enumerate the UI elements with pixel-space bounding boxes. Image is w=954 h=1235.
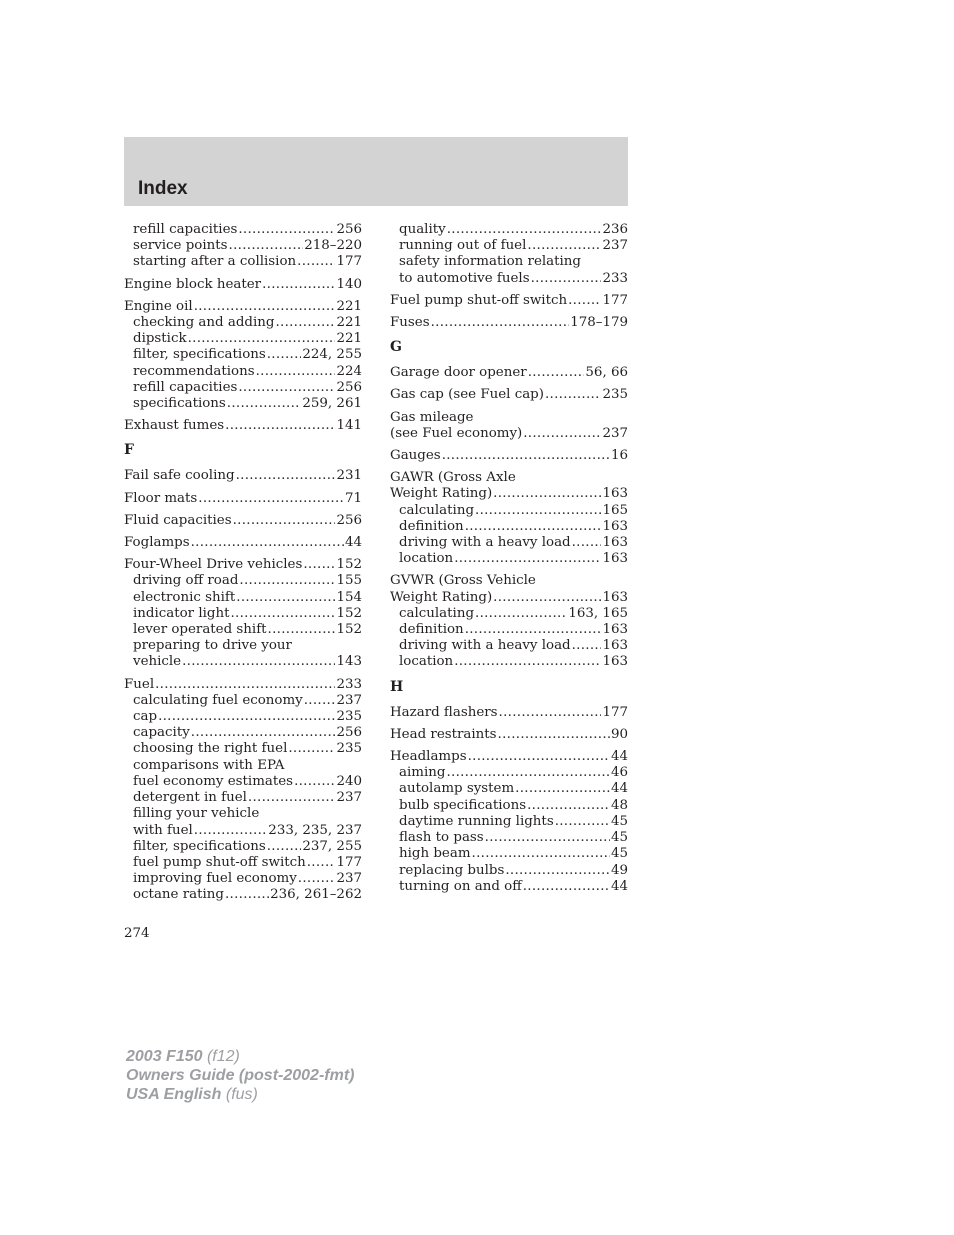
entry-text: aiming (399, 765, 446, 781)
entry-text: location (399, 551, 454, 567)
index-subentry (390, 814, 628, 830)
dot-leader (194, 823, 268, 839)
dot-leader (298, 871, 336, 887)
entry-text: lever operated shift (133, 622, 267, 638)
index-entry (390, 448, 628, 464)
index-entry-text: GAWR (Gross Axle (390, 470, 516, 486)
dot-leader (155, 677, 335, 693)
page-reference: 221 (336, 315, 362, 331)
dot-leader (499, 705, 602, 721)
entry-text: high beam (399, 846, 471, 862)
dot-leader (304, 693, 336, 709)
entry-text: checking and adding (133, 315, 275, 331)
page-reference: 140 (336, 276, 362, 292)
index-subentry (124, 222, 362, 238)
dot-leader (267, 347, 302, 363)
dot-leader (523, 426, 601, 442)
dot-leader (446, 765, 610, 781)
entry-text: Fluid capacities (124, 512, 232, 528)
index-entry (124, 535, 362, 551)
dot-leader (572, 535, 602, 551)
entry-text: improving fuel economy (133, 871, 297, 887)
index-subentry-text: preparing to drive your (133, 638, 292, 654)
index-entry (124, 557, 362, 573)
dot-leader (475, 606, 567, 622)
dot-leader (527, 798, 610, 814)
entry-text: Headlamps (390, 749, 467, 765)
page-reference: 256 (336, 379, 362, 395)
dot-leader (531, 271, 602, 287)
index-subentry-text: safety information relating (399, 254, 582, 270)
footer-line-guide (126, 1066, 354, 1085)
index-subentry (124, 790, 362, 806)
dot-leader (227, 396, 302, 412)
page-reference: 163 (602, 654, 628, 670)
index-entry (124, 491, 362, 507)
page-reference: 236 (602, 222, 628, 237)
page-reference: 154 (336, 589, 362, 605)
page-reference: 233 (602, 270, 628, 286)
dot-leader (527, 238, 601, 254)
entry-text: Exhaust fumes (124, 418, 225, 434)
index-subentry (124, 839, 362, 855)
index-subentry (124, 774, 362, 790)
page-reference: 224 (336, 363, 362, 379)
index-subentry (124, 654, 362, 670)
dot-leader (468, 749, 610, 765)
dot-leader (198, 491, 344, 507)
dot-leader (236, 590, 335, 606)
page-reference: 163, 165 (568, 605, 628, 621)
index-column-left (124, 222, 362, 904)
index-subentry (390, 863, 628, 879)
dot-leader (191, 535, 344, 551)
index-entry (124, 677, 362, 693)
index-column-right (390, 222, 628, 895)
page-reference: 231 (336, 468, 362, 484)
dot-leader (568, 293, 601, 309)
dot-leader (454, 654, 601, 670)
dot-leader (431, 315, 570, 331)
page-reference: 235 (602, 387, 628, 403)
dot-leader (485, 830, 610, 846)
page-reference: 71 (344, 490, 362, 506)
index-subentry (390, 238, 628, 254)
page-reference: 235 (336, 741, 362, 757)
entry-text: Gas cap (see Fuel cap) (390, 387, 544, 403)
dot-leader (231, 606, 336, 622)
page-reference: 256 (336, 512, 362, 528)
dot-leader (515, 781, 610, 797)
dot-leader (523, 879, 610, 895)
index-entry (124, 299, 362, 315)
index-subentry (124, 622, 362, 638)
page-reference: 236, 261–262 (270, 887, 362, 903)
entry-text: filter, specifications (133, 347, 266, 363)
entry-text: specifications (133, 396, 226, 412)
index-subentry (390, 606, 628, 622)
entry-text: fuel pump shut-off switch (133, 854, 306, 870)
entry-text: with fuel (133, 822, 193, 838)
index-subentry (124, 741, 362, 757)
index-subentry (124, 725, 362, 741)
dot-leader (472, 846, 610, 862)
dot-leader (229, 238, 304, 254)
index-entry-text: GVWR (Gross Vehicle (390, 573, 536, 589)
index-entry (390, 727, 628, 743)
dot-leader (288, 741, 335, 757)
index-entry-text: Gas mileage (390, 409, 474, 425)
entry-text: driving off road (133, 573, 239, 589)
index-subentry (124, 573, 362, 589)
index-subentry (390, 654, 628, 670)
index-subentry (124, 887, 362, 903)
footer-language-code: (fus) (221, 1086, 258, 1103)
dot-leader (442, 448, 610, 464)
footer-model: 2003 F150 (126, 1048, 203, 1065)
section-letter: H (390, 678, 404, 695)
page-reference: 237 (336, 790, 362, 806)
entry-text: service points (133, 238, 228, 254)
page-reference: 152 (336, 605, 362, 621)
page-reference: 44 (610, 749, 628, 765)
dot-leader (465, 519, 602, 535)
entry-text: Floor mats (124, 490, 198, 506)
index-header-band (124, 137, 628, 206)
index-entry (124, 277, 362, 293)
index-subentry (390, 535, 628, 551)
entry-text: Weight Rating) (390, 486, 493, 502)
entry-text: running out of fuel (399, 238, 527, 254)
dot-leader (267, 839, 302, 855)
dot-leader (465, 622, 602, 638)
page-number: 274 (124, 926, 150, 941)
entry-text: starting after a collision (133, 254, 297, 270)
page-reference: 90 (610, 726, 628, 742)
entry-text: recommendations (133, 363, 255, 379)
page-reference: 165 (602, 502, 628, 518)
footer-model-code: (f12) (202, 1048, 240, 1065)
page-reference: 177 (602, 292, 628, 308)
footer-line-model (126, 1047, 354, 1066)
entry-text: refill capacities (133, 222, 238, 237)
page-reference: 237 (602, 425, 628, 441)
dot-leader (191, 725, 336, 741)
dot-leader (238, 380, 335, 396)
dot-leader (475, 503, 601, 519)
entry-text: daytime running lights (399, 813, 554, 829)
page-reference: 163 (602, 486, 628, 502)
page-reference: 237 (336, 692, 362, 708)
page-reference: 233, 235, 237 (268, 822, 362, 838)
dot-leader (555, 814, 610, 830)
index-subentry (124, 347, 362, 363)
page-reference: 259, 261 (302, 396, 362, 412)
page-reference: 221 (336, 298, 362, 314)
dot-leader (493, 486, 601, 502)
entry-text: Fail safe cooling (124, 468, 235, 484)
page-reference: 155 (336, 573, 362, 589)
index-subentry (124, 709, 362, 725)
index-subentry (124, 855, 362, 871)
page-reference: 163 (602, 551, 628, 567)
entry-text: Engine oil (124, 298, 193, 314)
index-subentry (124, 606, 362, 622)
dot-leader (275, 315, 335, 331)
entry-text: Weight Rating) (390, 589, 493, 605)
index-subentry (124, 590, 362, 606)
entry-text: Foglamps (124, 535, 190, 551)
dot-leader (498, 727, 610, 743)
page-reference: 48 (610, 797, 628, 813)
entry-text: cap (133, 709, 158, 725)
index-entry (390, 315, 628, 331)
entry-text: definition (399, 622, 464, 638)
dot-leader (182, 654, 335, 670)
entry-text: autolamp system (399, 781, 515, 797)
page-reference: 177 (602, 704, 628, 720)
index-entry (124, 418, 362, 434)
page-reference: 256 (336, 725, 362, 741)
index-subentry (390, 879, 628, 895)
entry-text: refill capacities (133, 379, 238, 395)
page-reference: 163 (602, 518, 628, 534)
page-reference: 218–220 (304, 238, 362, 254)
entry-text: bulb specifications (399, 797, 527, 813)
entry-text: calculating fuel economy (133, 692, 303, 708)
entry-text: fuel economy estimates (133, 773, 294, 789)
footer-line-language (126, 1085, 354, 1104)
entry-text: definition (399, 518, 464, 534)
dot-leader (447, 222, 602, 238)
entry-text: Gauges (390, 448, 441, 464)
dot-leader (239, 573, 335, 589)
entry-text: Fuel pump shut-off switch (390, 292, 568, 308)
footer-guide: Owners Guide (post-2002-fmt) (126, 1067, 355, 1084)
index-subentry (124, 331, 362, 347)
entry-text: Garage door opener (390, 365, 527, 381)
index-entry (390, 365, 628, 381)
page-reference: 44 (610, 781, 628, 797)
dot-leader (303, 557, 335, 573)
page-reference: 16 (610, 448, 628, 464)
index-subentry (390, 830, 628, 846)
index-subentry (390, 638, 628, 654)
dot-leader (158, 709, 335, 725)
dot-leader (545, 387, 601, 403)
index-subentry (390, 765, 628, 781)
index-subentry-text: filling your vehicle (133, 806, 260, 822)
dot-leader (528, 365, 585, 381)
index-entry (390, 426, 628, 442)
entry-text: Fuel (124, 676, 155, 692)
page-reference: 44 (610, 878, 628, 894)
entry-text: calculating (399, 605, 475, 621)
dot-leader (297, 254, 335, 270)
entry-text: (see Fuel economy) (390, 425, 523, 441)
page-reference: 177 (336, 254, 362, 270)
page-reference: 256 (336, 222, 362, 237)
page-reference: 141 (336, 418, 362, 434)
entry-text: vehicle (133, 654, 182, 670)
dot-leader (194, 299, 336, 315)
index-entry (390, 387, 628, 403)
index-subentry (390, 271, 628, 287)
index-entry (124, 468, 362, 484)
page-reference: 221 (336, 331, 362, 347)
index-entry (124, 513, 362, 529)
page-reference: 224, 255 (302, 347, 362, 363)
dot-leader (188, 331, 336, 347)
page-reference: 237 (602, 238, 628, 254)
entry-text: driving with a heavy load (399, 535, 571, 551)
page-reference: 163 (602, 638, 628, 654)
page-reference: 44 (344, 535, 362, 551)
page-reference: 45 (610, 830, 628, 846)
index-subentry (390, 781, 628, 797)
page-reference: 237 (336, 871, 362, 887)
dot-leader (505, 863, 610, 879)
page-reference: 49 (610, 862, 628, 878)
index-subentry (390, 551, 628, 567)
section-letter: G (390, 339, 402, 356)
index-subentry (124, 693, 362, 709)
dot-leader (225, 887, 269, 903)
dot-leader (307, 855, 336, 871)
entry-text: quality (399, 222, 446, 237)
index-subentry (390, 222, 628, 238)
dot-leader (238, 222, 335, 238)
entry-text: to automotive fuels (399, 270, 530, 286)
index-subentry (124, 396, 362, 412)
dot-leader (294, 774, 335, 790)
page-reference: 163 (602, 622, 628, 638)
entry-text: indicator light (133, 605, 230, 621)
index-subentry (124, 238, 362, 254)
index-entry (390, 293, 628, 309)
dot-leader (454, 551, 601, 567)
index-subentry (124, 380, 362, 396)
entry-text: replacing bulbs (399, 862, 505, 878)
index-subentry (124, 871, 362, 887)
page-reference: 233 (336, 676, 362, 692)
page-reference: 240 (336, 773, 362, 789)
index-subentry (124, 315, 362, 331)
entry-text: capacity (133, 725, 190, 741)
entry-text: octane rating (133, 887, 224, 903)
index-subentry (124, 823, 362, 839)
index-subentry (390, 622, 628, 638)
page-reference: 235 (336, 709, 362, 725)
entry-text: Hazard flashers (390, 704, 498, 720)
entry-text: turning on and off (399, 878, 522, 894)
index-entry (390, 590, 628, 606)
entry-text: flash to pass (399, 830, 484, 846)
dot-leader (256, 364, 336, 380)
page-reference: 45 (610, 846, 628, 862)
index-entry (390, 749, 628, 765)
dot-leader (268, 622, 336, 638)
page-reference: 163 (602, 589, 628, 605)
page-reference: 177 (336, 854, 362, 870)
footer-language: USA English (126, 1086, 222, 1103)
page-title: Index (138, 178, 188, 199)
index-subentry (390, 519, 628, 535)
dot-leader (248, 790, 336, 806)
entry-text: filter, specifications (133, 838, 266, 854)
entry-text: electronic shift (133, 589, 236, 605)
page-reference: 163 (602, 535, 628, 551)
entry-text: driving with a heavy load (399, 638, 571, 654)
page-reference: 237, 255 (302, 838, 362, 854)
index-subentry (390, 846, 628, 862)
document-footer (126, 1047, 354, 1104)
page-reference: 152 (336, 557, 362, 573)
dot-leader (236, 468, 336, 484)
dot-leader (225, 418, 335, 434)
index-entry (390, 705, 628, 721)
page-reference: 143 (336, 654, 362, 670)
entry-text: calculating (399, 502, 475, 518)
dot-leader (572, 638, 602, 654)
index-entry (390, 486, 628, 502)
entry-text: Fuses (390, 315, 430, 331)
dot-leader (262, 277, 335, 293)
page-reference: 56, 66 (585, 365, 628, 381)
entry-text: dipstick (133, 331, 187, 347)
index-subentry (390, 503, 628, 519)
index-subentry-text: comparisons with EPA (133, 757, 285, 773)
section-letter: F (124, 442, 134, 459)
index-subentry (124, 364, 362, 380)
entry-text: location (399, 654, 454, 670)
entry-text: choosing the right fuel (133, 741, 288, 757)
dot-leader (233, 513, 336, 529)
entry-text: Engine block heater (124, 276, 262, 292)
page-reference: 45 (610, 813, 628, 829)
index-subentry (390, 798, 628, 814)
page-reference: 178–179 (570, 315, 628, 331)
index-subentry (124, 254, 362, 270)
dot-leader (493, 590, 601, 606)
page-reference: 46 (610, 765, 628, 781)
entry-text: detergent in fuel (133, 790, 247, 806)
entry-text: Head restraints (390, 726, 497, 742)
entry-text: Four-Wheel Drive vehicles (124, 557, 303, 573)
page-reference: 152 (336, 622, 362, 638)
